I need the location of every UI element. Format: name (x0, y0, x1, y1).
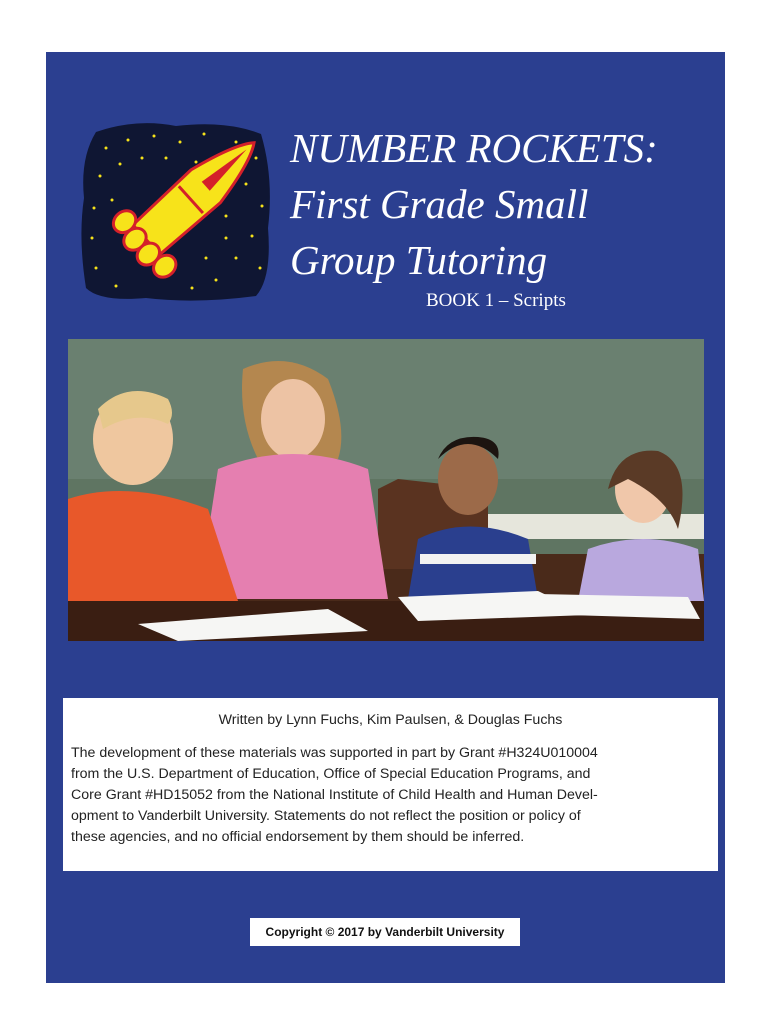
grant-line: from the U.S. Department of Education, Office of Special Education Programs, and (71, 766, 591, 782)
copyright-notice: Copyright © 2017 by Vanderbilt University (250, 918, 520, 946)
title-line-3: Group Tutoring (290, 237, 548, 283)
grant-line: The development of these materials was supported in part by Grant #H324U010004 (71, 745, 598, 761)
tutoring-photo (68, 339, 704, 641)
grant-line: Core Grant #HD15052 from the National Institute of Child Health and Human Devel- (71, 787, 598, 803)
grant-statement (71, 743, 710, 848)
book-title (290, 120, 710, 288)
authors-line: Written by Lynn Fuchs, Kim Paulsen, & Douglas Fuchs (218, 712, 563, 728)
grant-line: these agencies, and no official endorsement by them should be inferred. (71, 829, 525, 845)
grant-line: opment to Vanderbilt University. Statements do not reflect the position or policy of (71, 808, 581, 824)
credits-box (63, 698, 718, 871)
book-cover (46, 52, 725, 983)
title-line-1: NUMBER ROCKETS: (290, 125, 658, 171)
book-subtitle: BOOK 1 – Scripts (426, 290, 566, 311)
title-line-2: First Grade Small (290, 181, 589, 227)
rocket-icon (76, 118, 276, 304)
